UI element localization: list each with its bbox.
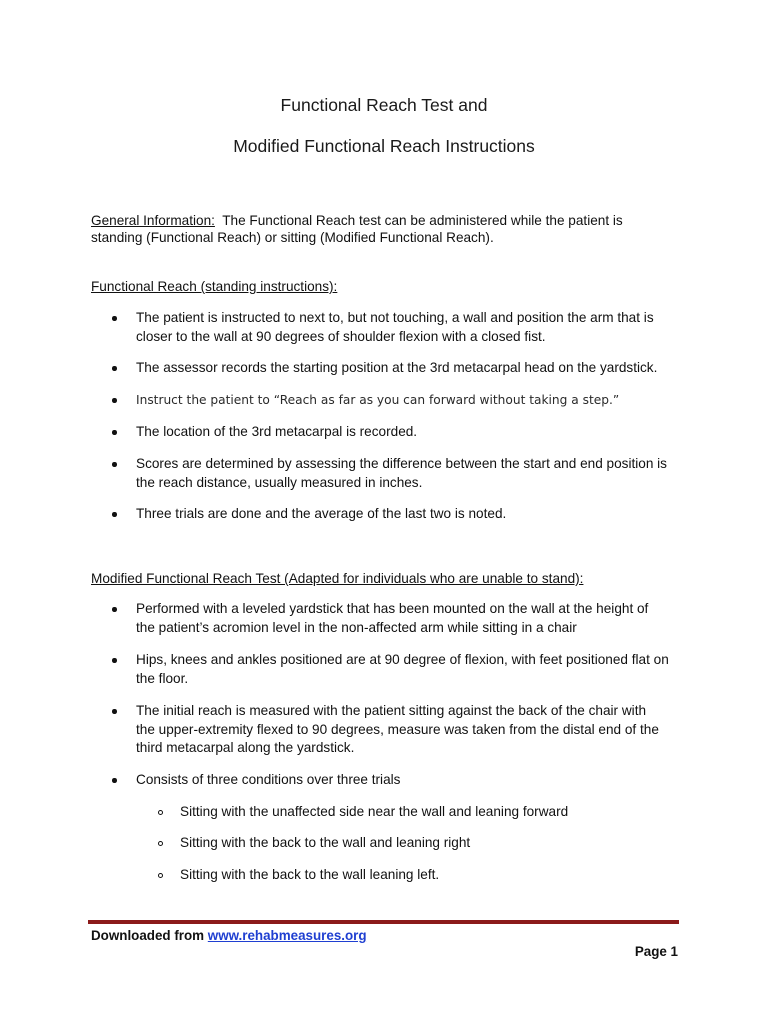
bullet-icon (112, 462, 117, 467)
document-title-line1: Functional Reach Test and (280, 95, 488, 115)
condition-item-2-text: Sitting with the back to the wall and leaning right (180, 835, 471, 850)
standing-item-3-line1: Instruct the patient to “Reach as far as you can forward without taking a step.” (136, 393, 620, 407)
modified-item-1-line2: the patient’s acromion level in the non-affected arm while sitting in a chair (136, 619, 577, 635)
hollow-bullet-icon (158, 841, 163, 846)
rehabmeasures-link[interactable]: www.rehabmeasures.org (207, 928, 367, 943)
standing-item-2-line1: The assessor records the starting position at the 3rd metacarpal head on the yardstick. (136, 360, 658, 375)
modified-item-1-line1: Performed with a leveled yardstick that has been mounted on the wall at the height of (136, 601, 649, 616)
general-information-text-line2: standing (Functional Reach) or sitting (Modified Functional Reach). (91, 230, 494, 245)
condition-item-3-text: Sitting with the back to the wall leaning left. (180, 867, 440, 882)
modified-item-3-line1: The initial reach is measured with the patient sitting against the back of the chair with (136, 703, 647, 718)
standing-item-1-line2: closer to the wall at 90 degrees of shoulder flexion with a closed fist. (136, 328, 546, 344)
bullet-icon (112, 398, 117, 403)
modified-section-heading: Modified Functional Reach Test (Adapted for individuals who are unable to stand): (91, 571, 584, 586)
hollow-bullet-icon (158, 810, 163, 815)
general-information-label: General Information: (91, 213, 215, 228)
bullet-icon (112, 658, 117, 663)
general-information-paragraph (91, 212, 651, 246)
bullet-icon (112, 709, 117, 714)
document-title-line2: Modified Functional Reach Instructions (233, 136, 535, 156)
footer-divider (88, 920, 679, 924)
general-information-text-line1: The Functional Reach test can be administered while the patient is (214, 213, 623, 228)
standing-item-1-line1: The patient is instructed to next to, but not touching, a wall and position the arm that is (136, 310, 654, 325)
footer-downloaded-label: Downloaded from (91, 928, 208, 943)
modified-item-2-line2: the floor. (136, 670, 189, 686)
modified-item-3-line3: third metacarpal along the yardstick. (136, 740, 355, 755)
standing-section-heading: Functional Reach (standing instructions): (91, 279, 338, 294)
page-number: Page 1 (634, 944, 678, 959)
modified-item-3-line2: the upper-extremity flexed to 90 degrees, measure was taken from the distal end of the (136, 721, 659, 737)
standing-item-6-line1: Three trials are done and the average of the last two is noted. (136, 506, 507, 521)
modified-item-4-line1: Consists of three conditions over three trials (136, 772, 401, 787)
standing-item-4-line1: The location of the 3rd metacarpal is recorded. (136, 424, 418, 439)
bullet-icon (112, 316, 117, 321)
standing-item-5-line1: Scores are determined by assessing the difference between the start and end position is (136, 456, 667, 471)
hollow-bullet-icon (158, 873, 163, 878)
modified-item-2-line1: Hips, knees and ankles positioned are at 90 degree of flexion, with feet positioned flat on (136, 652, 669, 667)
bullet-icon (112, 430, 117, 435)
bullet-icon (112, 512, 117, 517)
standing-item-5-line2: the reach distance, usually measured in inches. (136, 474, 423, 490)
condition-item-1-text: Sitting with the unaffected side near the wall and leaning forward (180, 804, 569, 819)
bullet-icon (112, 366, 117, 371)
bullet-icon (112, 778, 117, 783)
footer-source (91, 928, 367, 943)
bullet-icon (112, 607, 117, 612)
